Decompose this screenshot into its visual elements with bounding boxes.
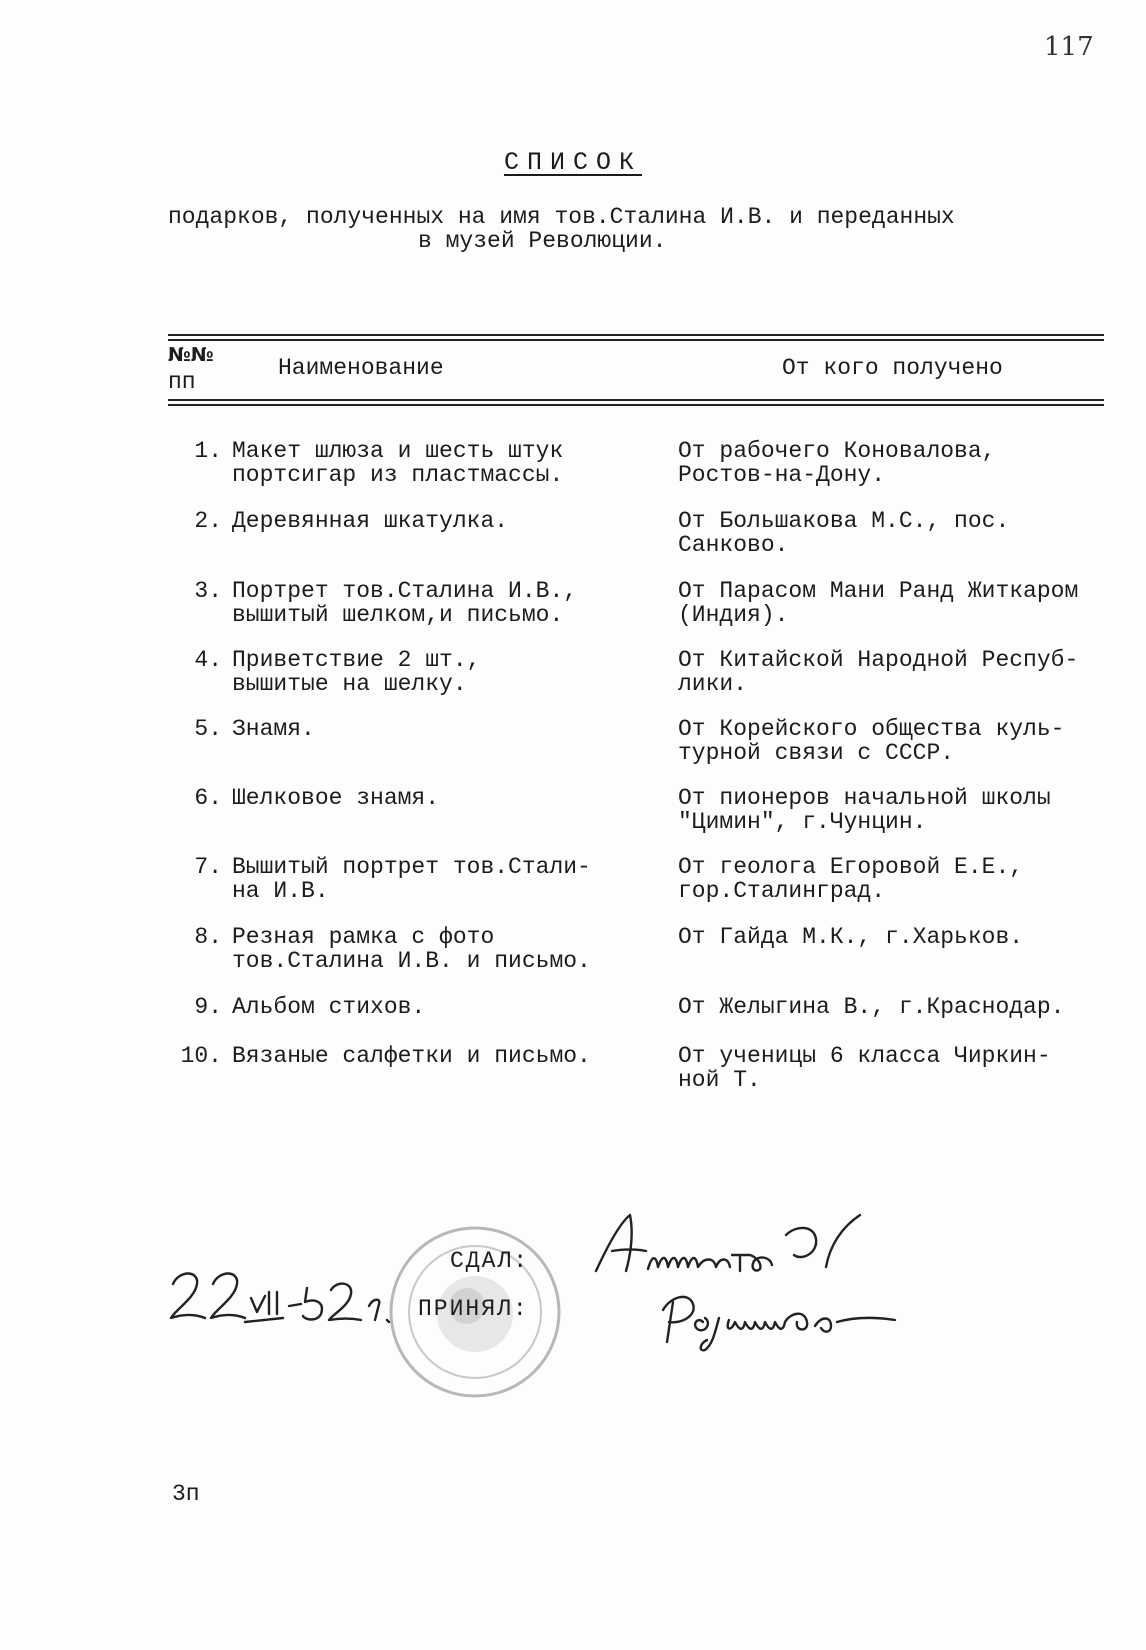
row-from: гор.Сталинград. — [678, 878, 886, 904]
row-item-name: тов.Сталина И.В. и письмо. — [232, 948, 591, 974]
row-from: От рабочего Коновалова, — [678, 438, 996, 464]
received-label: ПРИНЯЛ: — [418, 1296, 529, 1322]
row-from: турной связи с СССР. — [678, 740, 955, 766]
row-item-name: Деревянная шкатулка. — [232, 508, 509, 534]
row-from: От пионеров начальной школы — [678, 785, 1051, 811]
row-from: От Китайской Народной Респуб- — [678, 647, 1079, 673]
row-from: ной Т. — [678, 1067, 761, 1093]
row-number: 7. — [194, 854, 222, 880]
row-item-name: Шелковое знамя. — [232, 785, 440, 811]
row-item-name: Вышитый портрет тов.Стали- — [232, 854, 591, 880]
handed-over-signature — [590, 1205, 880, 1285]
row-from: От геолога Егоровой Е.Е., — [678, 854, 1024, 880]
row-from: Санково. — [678, 532, 789, 558]
row-item-name: Знамя. — [232, 716, 315, 742]
row-item-name: портсигар из пластмассы. — [232, 462, 564, 488]
row-item-name: Портрет тов.Сталина И.В., — [232, 578, 578, 604]
row-number: 10. — [180, 1043, 222, 1069]
row-item-name: Приветствие 2 шт., — [232, 647, 481, 673]
handwritten-date — [165, 1262, 400, 1334]
row-from: От ученицы 6 класса Чиркин- — [678, 1043, 1051, 1069]
row-from: (Индия). — [678, 602, 789, 628]
row-item-name: на И.В. — [232, 878, 329, 904]
row-from: От Парасом Мани Ранд Житкаром — [678, 578, 1079, 604]
row-item-name: Макет шлюза и шесть штук — [232, 438, 564, 464]
row-item-name: вышитые на шелку. — [232, 671, 467, 697]
row-number: 2. — [194, 508, 222, 534]
footer-code: 3п — [172, 1481, 200, 1507]
row-number: 4. — [194, 647, 222, 673]
row-from: От Большакова М.С., пос. — [678, 508, 1010, 534]
row-from: "Цимин", г.Чунцин. — [678, 809, 927, 835]
row-item-name: Резная рамка с фото — [232, 924, 495, 950]
row-from: От Корейского общества куль- — [678, 716, 1065, 742]
document-title: СПИСОК — [503, 148, 642, 177]
row-from: От Гайда М.К., г.Харьков. — [678, 924, 1024, 950]
row-from: От Желыгина В., г.Краснодар. — [678, 994, 1065, 1020]
handed-over-label: СДАЛ: — [450, 1248, 530, 1274]
received-signature — [655, 1282, 925, 1357]
page-number: 117 — [1044, 32, 1094, 62]
document-subtitle-line1: подарков, полученных на имя тов.Сталина И.В. и переданных — [168, 204, 955, 230]
row-number: 1. — [194, 438, 222, 464]
row-number: 6. — [194, 785, 222, 811]
row-number: 9. — [194, 994, 222, 1020]
row-from: Ростов-на-Дону. — [678, 462, 886, 488]
row-number: 8. — [194, 924, 222, 950]
column-header-number-sub: пп — [168, 369, 196, 395]
column-header-from: От кого получено — [782, 355, 1003, 381]
row-number: 5. — [194, 716, 222, 742]
row-item-name: вышитый шелком,и письмо. — [232, 602, 564, 628]
column-header-name: Наименование — [278, 355, 444, 381]
row-from: лики. — [678, 671, 748, 697]
row-item-name: Альбом стихов. — [232, 994, 426, 1020]
document-subtitle-line2: в музей Революции. — [418, 228, 667, 254]
column-header-number: №№ — [168, 344, 214, 366]
row-item-name: Вязаные салфетки и письмо. — [232, 1043, 591, 1069]
row-number: 3. — [194, 578, 222, 604]
